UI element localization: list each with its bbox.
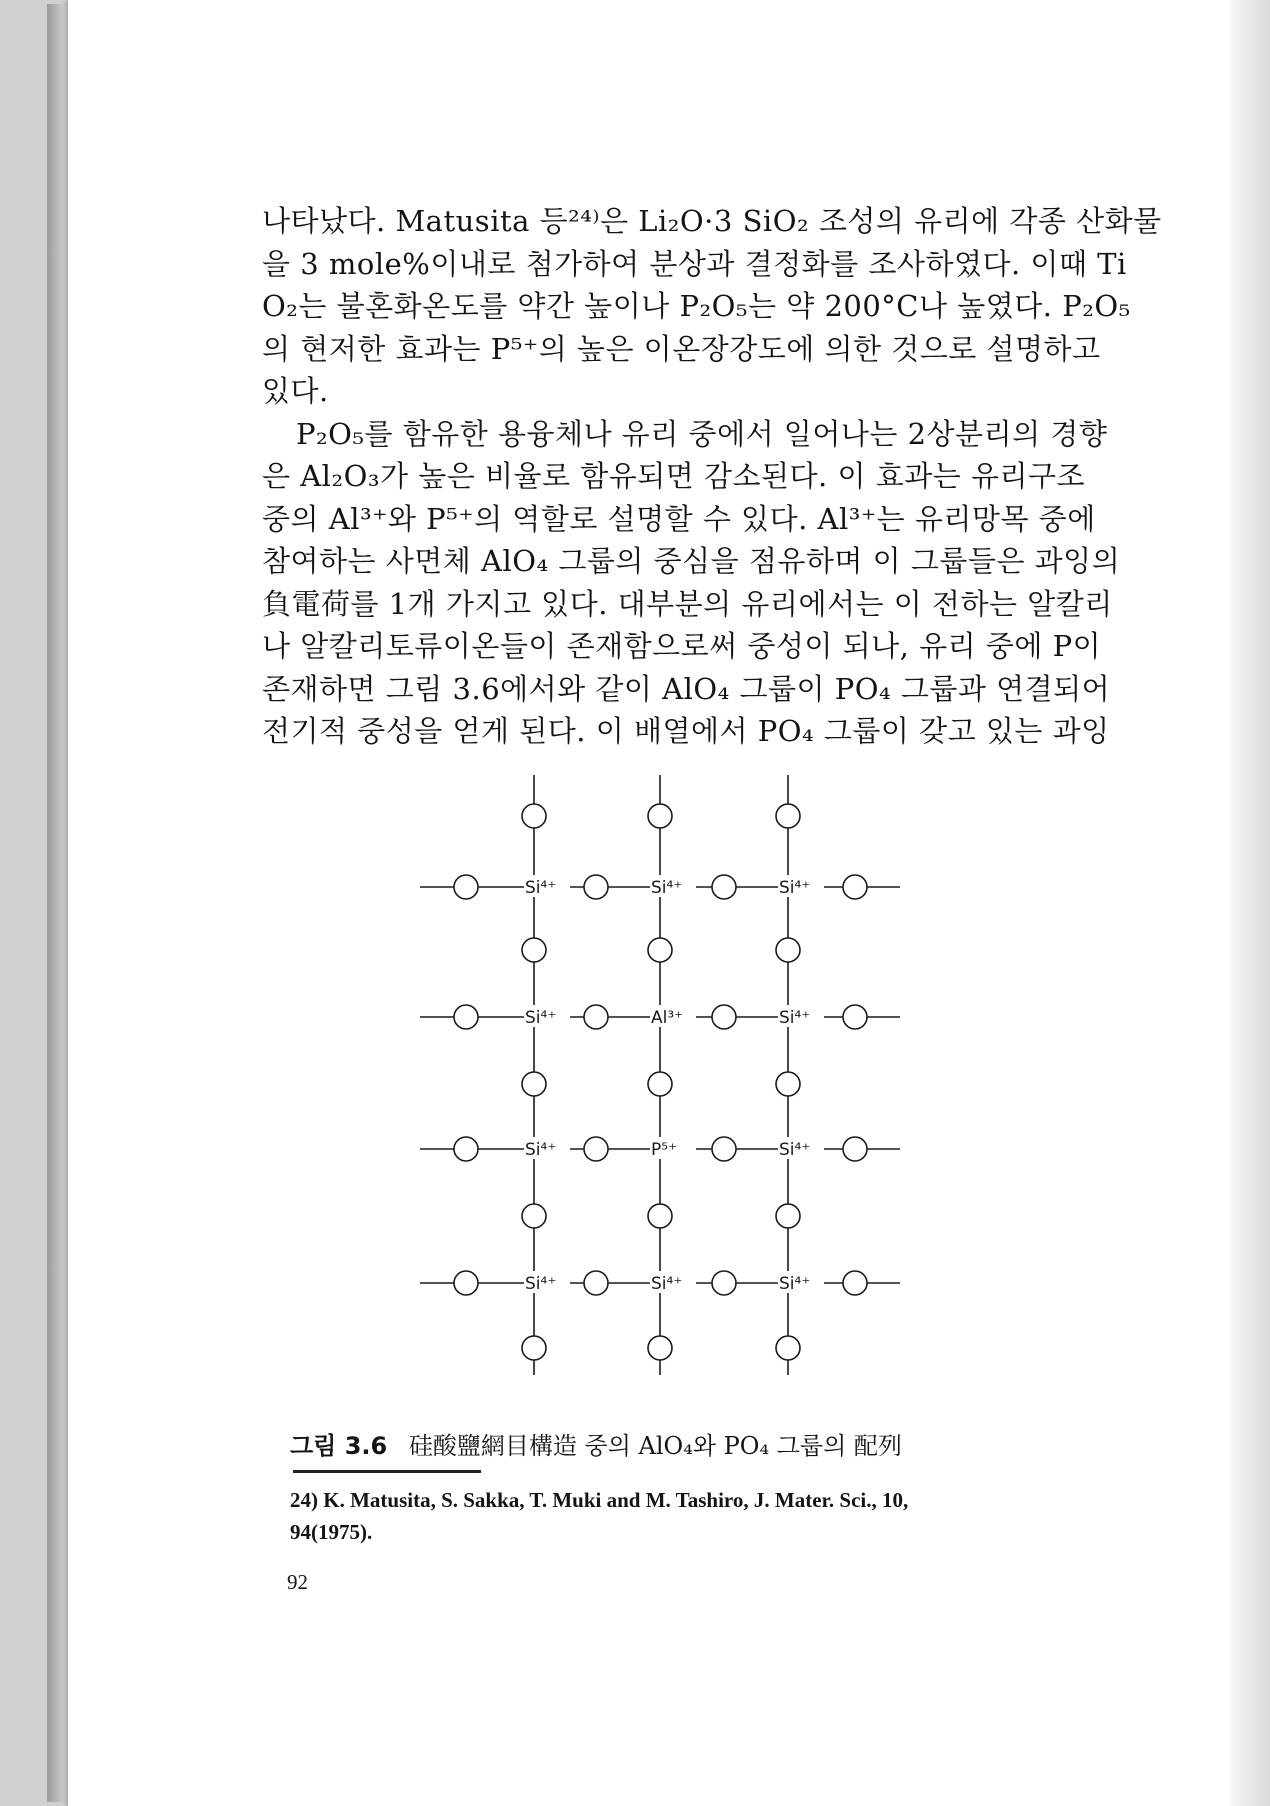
oxygen-circle [454, 1137, 478, 1161]
caption-text: 硅酸鹽網目構造 중의 AlO₄와 PO₄ 그룹의 配列 [408, 1432, 902, 1460]
text-line: 을 3 mole%이내로 첨가하여 분상과 결정화를 조사하였다. 이때 Ti [262, 246, 1127, 281]
oxygen-circle [584, 1005, 608, 1029]
oxygen-circle [454, 1271, 478, 1295]
oxygen-circle [584, 1137, 608, 1161]
oxygen-circle [776, 1336, 800, 1360]
text-line: P₂O₅를 함유한 용융체나 유리 중에서 일어나는 2상분리의 경향 [296, 416, 1108, 451]
oxygen-circle [843, 875, 867, 899]
text-line: 전기적 중성을 얻게 된다. 이 배열에서 PO₄ 그룹이 갖고 있는 과잉 [262, 714, 1110, 748]
network-structure-figure [410, 780, 910, 1380]
oxygen-circle [712, 1005, 736, 1029]
text-line: 나타났다. Matusita 등²⁴⁾은 Li₂O·3 SiO₂ 조성의 유리에 각종 산화물 [262, 204, 1162, 238]
footnote-rule [293, 1470, 481, 1473]
network-diagram [410, 780, 910, 1380]
oxygen-circle [712, 875, 736, 899]
cation-label: Si⁴⁺ [525, 878, 557, 898]
oxygen-circle [522, 1336, 546, 1360]
cation-label: Si⁴⁺ [525, 1140, 557, 1160]
page-edge-shadow [1230, 0, 1270, 1806]
cation-label: Si⁴⁺ [525, 1274, 557, 1294]
cation-label: Al³⁺ [651, 1008, 684, 1028]
oxygen-circle [454, 1005, 478, 1029]
footnote-line: 94(1975). [290, 1520, 373, 1544]
figure-caption [290, 1426, 1050, 1461]
cation-label: Si⁴⁺ [779, 1140, 811, 1160]
footnote-line: 24) K. Matusita, S. Sakka, T. Muki and M. Tashiro, J. Mater. Sci., 10, [290, 1488, 909, 1512]
oxygen-circle [843, 1005, 867, 1029]
text-line: O₂는 불혼화온도를 약간 높이나 P₂O₅는 약 200°C나 높였다. P₂O₅ [262, 289, 1131, 323]
oxygen-circle [776, 1204, 800, 1228]
oxygen-circle [522, 1072, 546, 1096]
footnote [290, 1484, 1110, 1548]
body-text [262, 200, 1162, 753]
cation-label: Si⁴⁺ [651, 878, 683, 898]
oxygen-circle [584, 1271, 608, 1295]
caption-label: 그림 3.6 [290, 1432, 388, 1460]
oxygen-circle [522, 1204, 546, 1228]
cation-label: Si⁴⁺ [651, 1274, 683, 1294]
text-line: 있다. [262, 374, 329, 408]
text-line: 나 알칼리토류이온들이 존재함으로써 중성이 되나, 유리 중에 P이 [262, 629, 1102, 663]
oxygen-circle [648, 804, 672, 828]
cation-label: P⁵⁺ [651, 1140, 678, 1160]
oxygen-circle [648, 1336, 672, 1360]
text-line: 참여하는 사면체 AlO₄ 그룹의 중심을 점유하며 이 그룹들은 과잉의 [262, 544, 1121, 578]
text-line: 존재하면 그림 3.6에서와 같이 AlO₄ 그룹이 PO₄ 그룹과 연결되어 [262, 671, 1111, 706]
page-number: 92 [287, 1570, 308, 1594]
cation-label: Si⁴⁺ [779, 1008, 811, 1028]
text-line: 은 Al₂O₃가 높은 비율로 함유되면 감소된다. 이 효과는 유리구조 [262, 459, 1086, 493]
cation-label: Si⁴⁺ [779, 878, 811, 898]
oxygen-circle [522, 938, 546, 962]
text-line: 負電荷를 1개 가지고 있다. 대부분의 유리에서는 이 전하는 알칼리 [262, 586, 1113, 621]
oxygen-circle [712, 1271, 736, 1295]
text-line: 의 현저한 효과는 P⁵⁺의 높은 이온장강도에 의한 것으로 설명하고 [262, 331, 1101, 366]
oxygen-circle [522, 804, 546, 828]
oxygen-circle [712, 1137, 736, 1161]
oxygen-circle [843, 1271, 867, 1295]
text-line: 중의 Al³⁺와 P⁵⁺의 역할로 설명할 수 있다. Al³⁺는 유리망목 중에 [262, 501, 1096, 536]
oxygen-circle [776, 804, 800, 828]
oxygen-circle [843, 1137, 867, 1161]
oxygen-circle [584, 875, 608, 899]
oxygen-circle [776, 938, 800, 962]
oxygen-circle [648, 1204, 672, 1228]
oxygen-circle [648, 938, 672, 962]
oxygen-circle [648, 1072, 672, 1096]
oxygen-circle [454, 875, 478, 899]
cation-label: Si⁴⁺ [779, 1274, 811, 1294]
cation-label: Si⁴⁺ [525, 1008, 557, 1028]
oxygen-circle [776, 1072, 800, 1096]
